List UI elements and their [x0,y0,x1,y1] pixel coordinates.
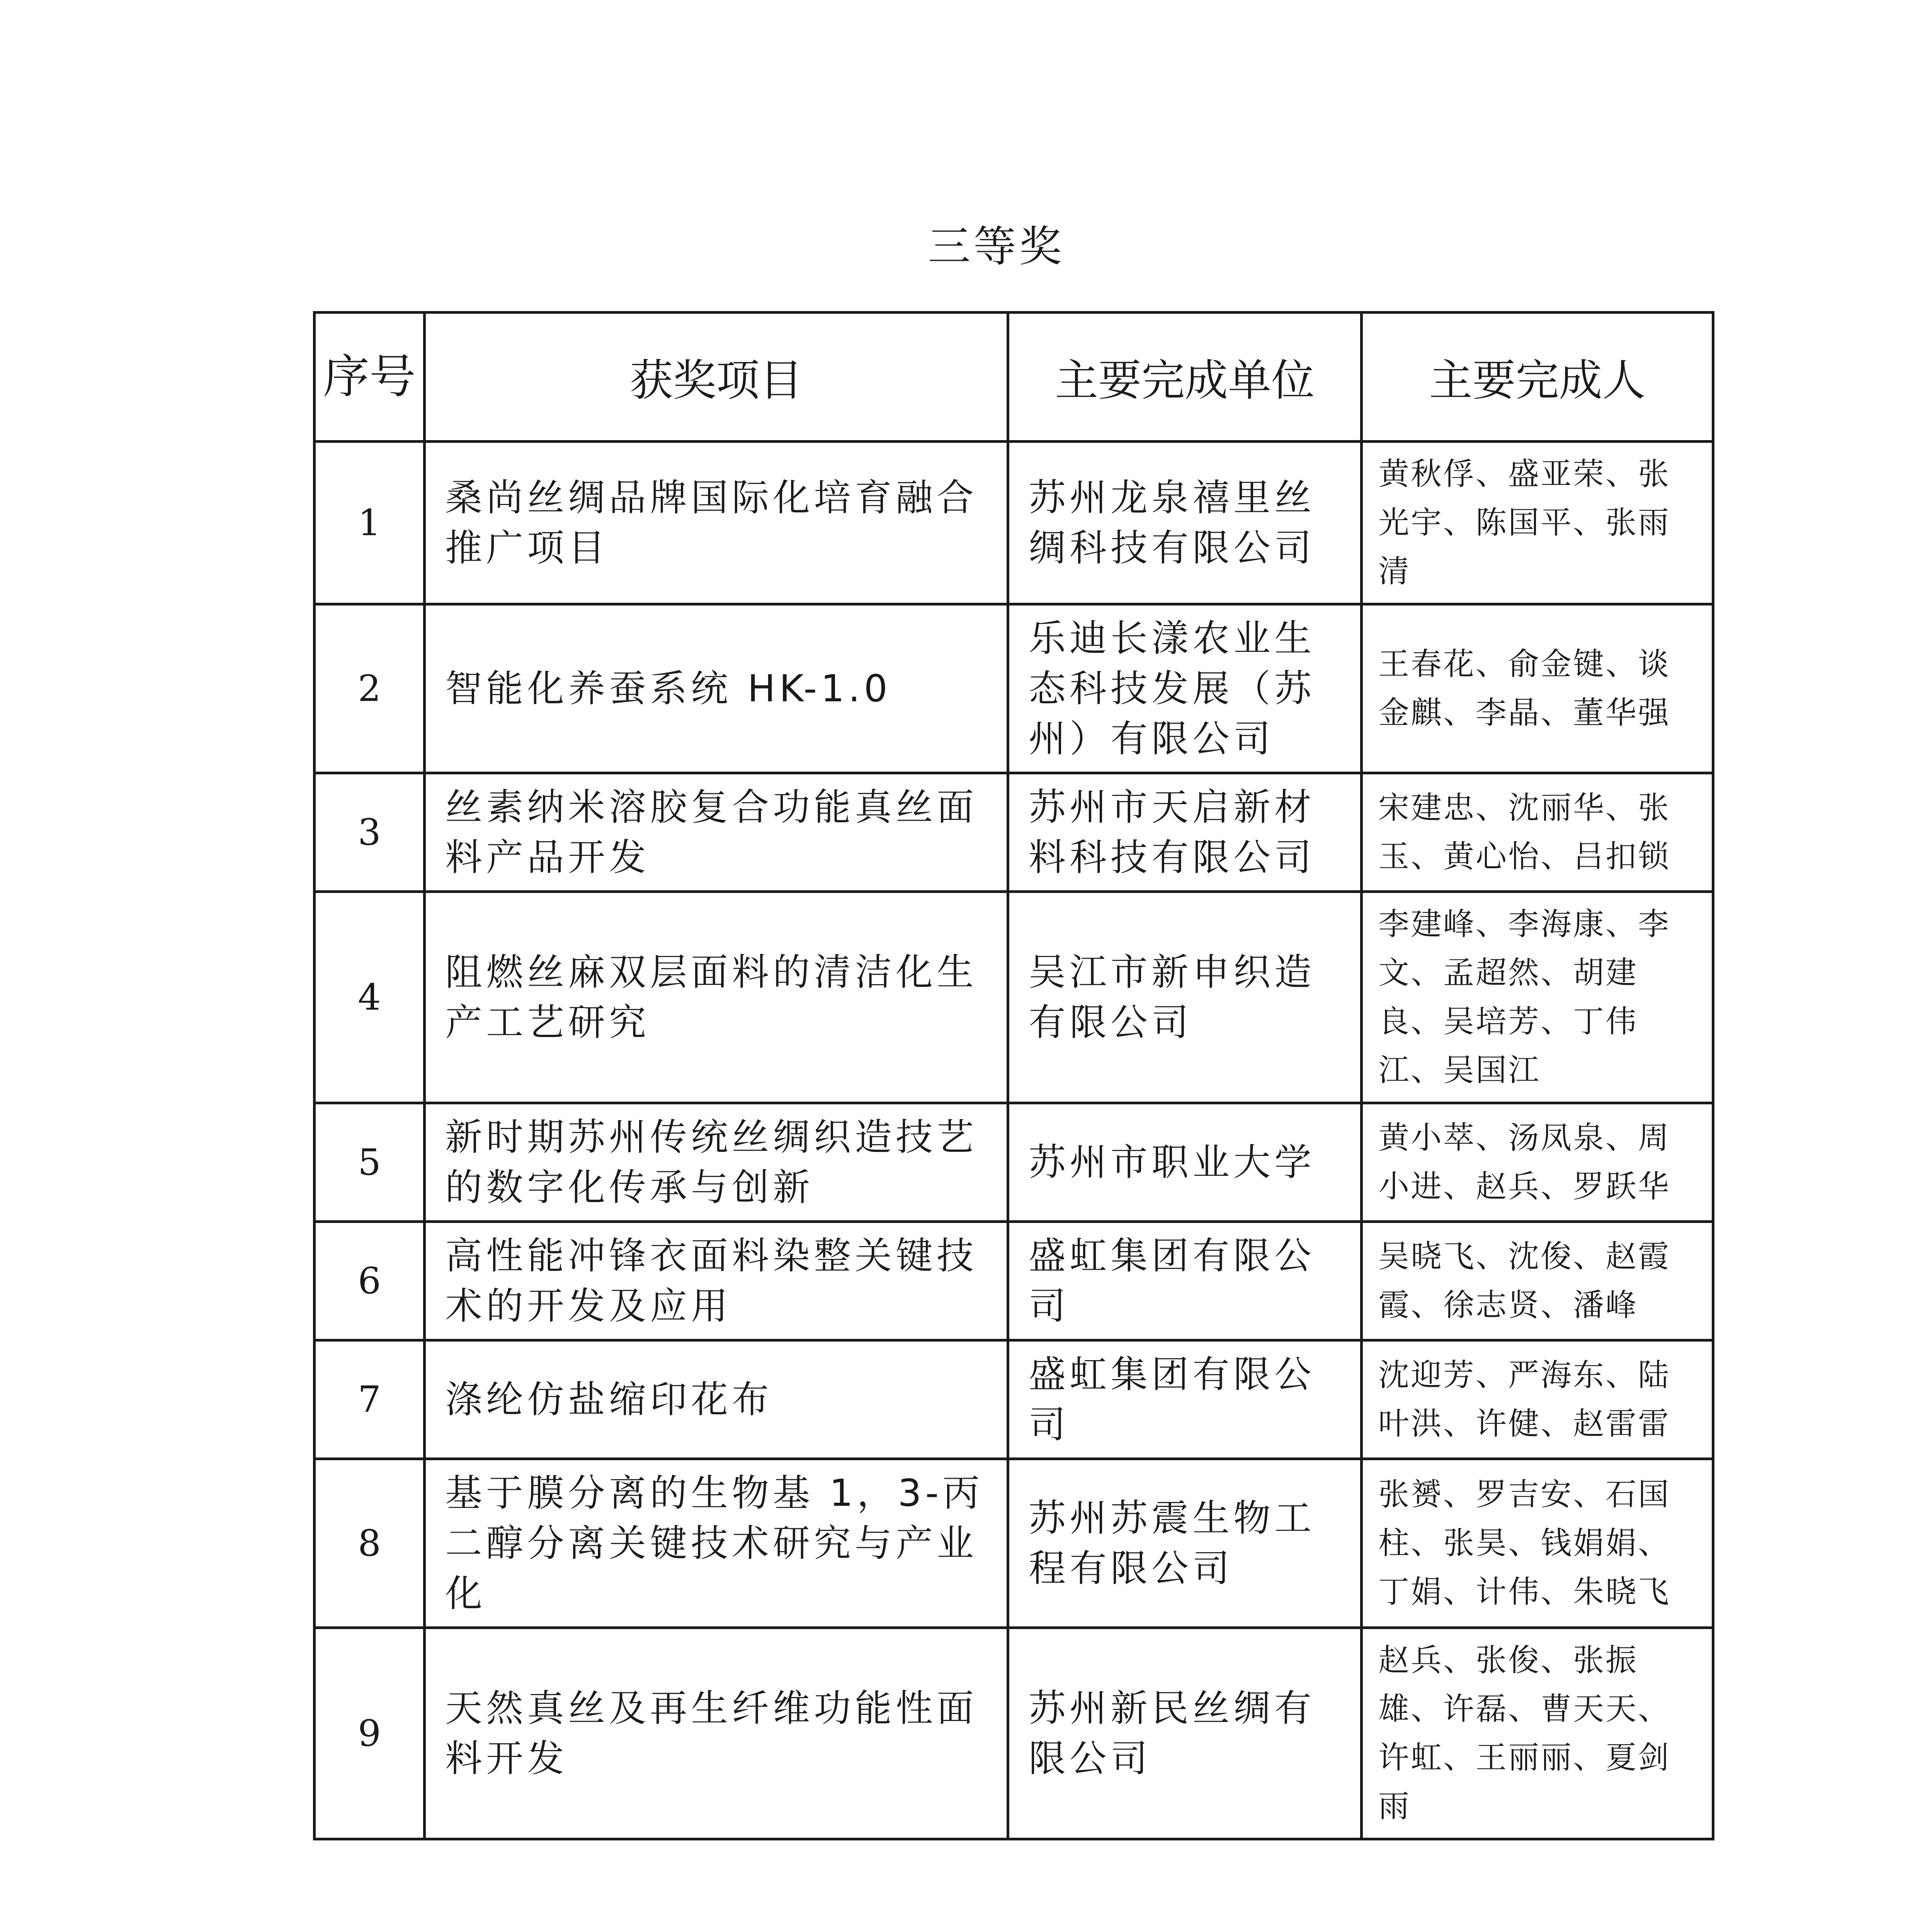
row-project: 新时期苏州传统丝绸织造技艺的数字化传承与创新 [425,1103,1008,1222]
row-persons: 黄秋俘、盛亚荣、张光宇、陈国平、张雨清 [1362,442,1713,604]
row-persons: 王春花、俞金键、谈金麒、李晶、董华强 [1362,604,1713,773]
row-unit: 苏州苏震生物工程有限公司 [1008,1459,1362,1628]
row-persons: 吴晓飞、沈俊、赵霞霞、徐志贤、潘峰 [1362,1222,1713,1340]
row-seq: 2 [315,604,425,773]
row-persons: 宋建忠、沈丽华、张玉、黄心怡、吕扣锁 [1362,773,1713,892]
row-persons: 沈迎芳、严海东、陆叶洪、许健、赵雷雷 [1362,1340,1713,1459]
header-persons: 主要完成人 [1362,313,1713,442]
row-seq: 6 [315,1222,425,1340]
header-unit: 主要完成单位 [1008,313,1362,442]
table-row [315,1628,1713,1839]
row-persons: 黄小萃、汤凤泉、周小进、赵兵、罗跃华 [1362,1103,1713,1222]
row-project: 基于膜分离的生物基 1，3-丙二醇分离关键技术研究与产业化 [425,1459,1008,1628]
row-unit: 盛虹集团有限公司 [1008,1340,1362,1459]
table-header-row [315,313,1713,442]
table-row [315,604,1713,773]
row-project: 涤纶仿盐缩印花布 [425,1340,1008,1459]
row-seq: 8 [315,1459,425,1628]
row-persons: 张赟、罗吉安、石国柱、张昊、钱娟娟、丁娟、计伟、朱晓飞 [1362,1459,1713,1628]
row-unit: 苏州市职业大学 [1008,1103,1362,1222]
row-project: 阻燃丝麻双层面料的清洁化生产工艺研究 [425,892,1008,1103]
row-seq: 3 [315,773,425,892]
row-unit: 苏州龙泉禧里丝绸科技有限公司 [1008,442,1362,604]
row-unit: 盛虹集团有限公司 [1008,1222,1362,1340]
row-project: 桑尚丝绸品牌国际化培育融合推广项目 [425,442,1008,604]
header-seq: 序号 [315,313,425,442]
row-project: 高性能冲锋衣面料染整关键技术的开发及应用 [425,1222,1008,1340]
table-row [315,1340,1713,1459]
row-unit: 苏州市天启新材料科技有限公司 [1008,773,1362,892]
table-row [315,1103,1713,1222]
row-seq: 9 [315,1628,425,1839]
row-unit: 吴江市新申织造有限公司 [1008,892,1362,1103]
row-unit: 乐迪长漾农业生态科技发展（苏州）有限公司 [1008,604,1362,773]
table-row [315,773,1713,892]
table-row [315,892,1713,1103]
row-seq: 5 [315,1103,425,1222]
page-title: 三等奖 [928,222,1065,271]
row-project: 天然真丝及再生纤维功能性面料开发 [425,1628,1008,1839]
row-unit: 苏州新民丝绸有限公司 [1008,1628,1362,1839]
row-project: 智能化养蚕系统 HK-1.0 [425,604,1008,773]
awards-table [313,311,1714,1840]
table-row [315,1222,1713,1340]
table-row [315,1459,1713,1628]
row-seq: 1 [315,442,425,604]
table-row [315,442,1713,604]
row-seq: 7 [315,1340,425,1459]
row-project: 丝素纳米溶胶复合功能真丝面料产品开发 [425,773,1008,892]
row-persons: 李建峰、李海康、李文、孟超然、胡建良、吴培芳、丁伟江、吴国江 [1362,892,1713,1103]
row-seq: 4 [315,892,425,1103]
header-project: 获奖项目 [425,313,1008,442]
row-persons: 赵兵、张俊、张振雄、许磊、曹天天、许虹、王丽丽、夏剑雨 [1362,1628,1713,1839]
